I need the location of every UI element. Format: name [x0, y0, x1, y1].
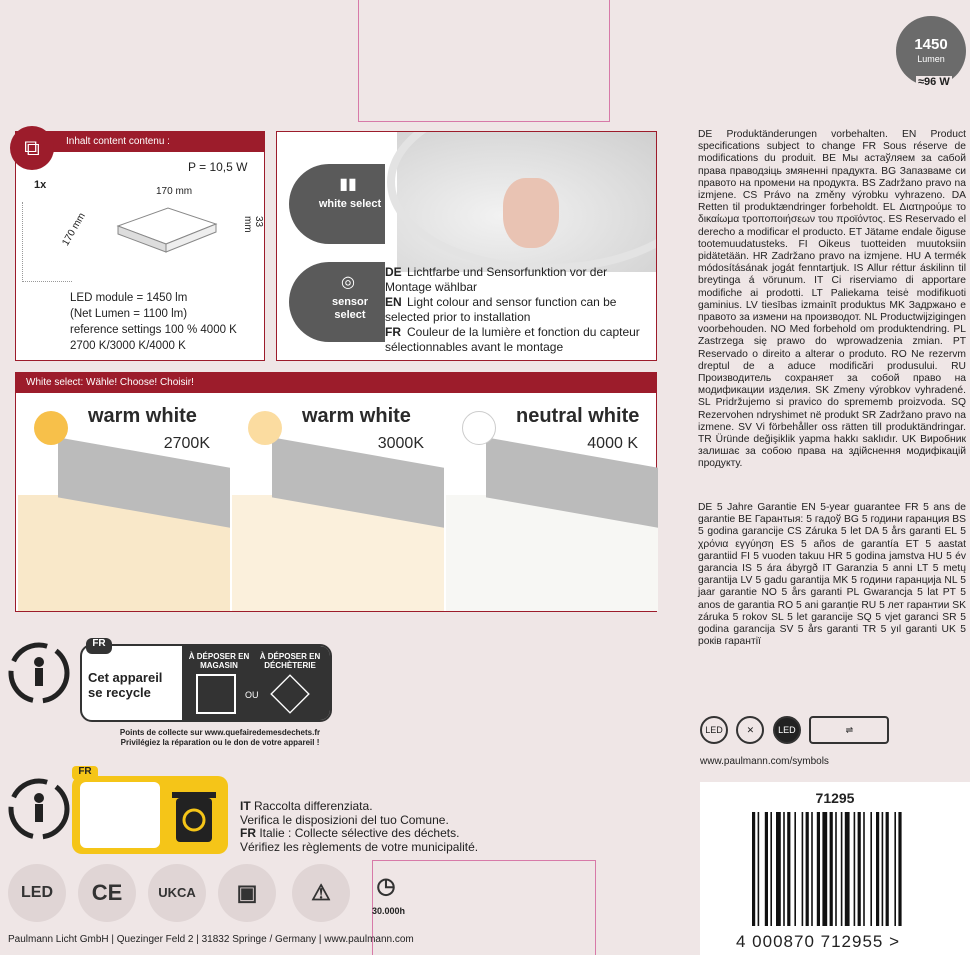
contents-box: [15, 131, 265, 361]
no-replace-icon: ✕: [736, 716, 764, 744]
color-toggle-icon: ▮▮: [339, 176, 357, 193]
color-name: warm white: [88, 405, 197, 427]
barcode-bars: [752, 812, 962, 926]
dimension-depth: 170 mm: [60, 211, 88, 248]
note-line: Privilégiez la réparation ou le don de votre appareil !: [120, 738, 320, 747]
tile-warm-white-2700: [18, 395, 230, 611]
color-name: neutral white: [516, 405, 640, 427]
store-icon: [196, 674, 236, 714]
color-name: warm white: [302, 405, 411, 427]
white-select-header: White select: Wähle! Choose! Choisir!: [16, 373, 656, 393]
spec-line: 2700 K/3000 K/4000 K: [70, 340, 186, 352]
barcode-block: [700, 782, 970, 955]
symbols-url: www.paulmann.com/symbols: [700, 756, 829, 767]
white-select-label: white select: [318, 198, 382, 210]
driver-icon: ⇌: [809, 716, 889, 744]
switch-description: [385, 265, 655, 355]
color-kelvin: 3000K: [377, 435, 424, 452]
triman-icon: [8, 640, 70, 706]
led-icon: LED: [773, 716, 801, 744]
or-label: OU: [245, 690, 259, 700]
cardboard-box-icon: [80, 782, 160, 848]
description-line: DE Lichtfarbe und Sensorfunktion vor der Montage wählbar: [385, 265, 608, 294]
led-icon: LED: [8, 864, 66, 922]
color-dot-icon: [248, 411, 282, 445]
sorting-instructions: [240, 800, 478, 854]
guarantee-text: DE 5 Jahre Garantie EN 5-year guarantee FR 5 ans de garantie BE Гарантыя: 5 гадоў BG 5 години гаранция BS 5 godina garancije CS Záruka 5 let DA 5 års garanti EL 5 χρόνια εγγύηση ES 5 años de garantía ET 5 aastat garantiid FI 5 vuoden takuu HR 5 godina jamstva HU 5 év garancia IS 5 ára ábyrgð IT Garanzia 5 anni LT 5 metų garantija LV 5 gadu garantija MK 5 години гаранција NL 5 jaar garantie NO 5 års garanti PL Gwarancja 5 lat PT 5 anos de garantia RO 5 ani garanție RU 5 лет гарантии SK záruka 5 rokov SL 5 let garancije SQ 5 vjet garanci SR 5 godina garancija SV 5 års garanti TR 5 yıl garanti UK 5 років гарантії: [698, 502, 966, 648]
dieline-guide-top: [358, 0, 610, 122]
clock-icon: ◷: [376, 873, 396, 898]
tile-neutral-white-4000: [446, 395, 658, 611]
instruction-line: Vérifiez les règlements de votre municipalité.: [240, 839, 479, 854]
company-footer: Paulmann Licht GmbH | Quezinger Feld 2 | 31832 Springe / Germany | www.paulmann.com: [8, 934, 414, 945]
switch-photo-panel: [276, 131, 657, 361]
color-dot-icon: [462, 411, 496, 445]
description-line: EN Light colour and sensor function can be selected prior to installation: [385, 295, 617, 324]
furniture-mount-icon: ⚠: [292, 864, 350, 922]
panel-sketch: [108, 196, 218, 266]
spec-line: LED module = 1450 lm: [70, 292, 188, 304]
led-sun-icon: LED: [700, 716, 728, 744]
contents-header: Inhalt content contenu :: [16, 132, 264, 152]
color-dot-icon: [34, 411, 68, 445]
sensor-select-control: [289, 262, 385, 342]
dimension-height: 33 mm: [242, 216, 264, 233]
lifetime-label: 30.000h: [372, 906, 406, 916]
bin-icon: [166, 782, 222, 848]
article-number: 71295: [815, 790, 855, 806]
sensor-icon: ◎: [341, 274, 355, 291]
color-kelvin: 2700K: [163, 435, 210, 452]
recycle-text: Cet appareil se recycle: [88, 670, 163, 700]
triman-icon: [8, 776, 70, 842]
protection-class-icon: ▣: [218, 864, 276, 922]
white-select-control: [289, 164, 385, 244]
color-kelvin: 4000 K: [587, 435, 638, 452]
tile-warm-white-3000: [232, 395, 444, 611]
description-line: FR Couleur de la lumière et fonction du capteur sélectionnables avant le montage: [385, 325, 640, 354]
package-icon: ⧉: [10, 126, 54, 170]
finger-photo: [503, 178, 559, 248]
spec-line: (Net Lumen = 1100 lm): [70, 308, 188, 320]
instruction-line: IT Raccolta differenziata.: [240, 799, 373, 813]
symbol-row: [700, 716, 964, 752]
drop-store-label: À DÉPOSER EN MAGASIN: [188, 652, 250, 670]
note-line: Points de collecte sur www.quefairedemesdechets.fr: [119, 728, 321, 737]
lumen-wattage: ≈96 W: [918, 76, 950, 88]
country-tab: FR: [72, 766, 98, 780]
ean-number: 4 000870 712955 >: [736, 932, 901, 951]
instruction-line: FR Italie : Collecte sélective des déchets.: [240, 826, 460, 840]
quantity: 1x: [34, 179, 47, 191]
lumen-unit: Lumen: [917, 54, 945, 64]
dimension-width: 170 mm: [156, 186, 193, 197]
spec-line: reference settings 100 % 4000 K: [70, 324, 237, 336]
sensor-select-label: sensor select: [331, 296, 369, 321]
collection-note: [100, 728, 340, 748]
lumen-value: 1450: [914, 36, 948, 53]
country-tab: FR: [86, 638, 112, 654]
ukca-mark-icon: UKCA: [148, 864, 206, 922]
disclaimer-text: DE Produktänderungen vorbehalten. EN Product specifications subject to change FR Sous réserve de modifications du produit. BE Мы астаўляем за сабой права праводзіць змяненні прадукта. BG Запазваме си правото на промени на продукта. BS Zadržano pravo na izmjene. CS Právo na změny výrobku vyhrazeno. DA Retten til produktændringer forbeholdt. EL Διατηρούμε το δικαίωμα τροποποιήσεων του προϊόντος. ES Reservado el derecho a modificar el producto. ET Jätame endale õiguse tootemuudatusteks. FI Oikeus tuotteiden muutoksiin pidätetään. HR Zadržano pravo na izmjene. HU A termék módosításának jogát fenntartjuk. IS Allur réttur áskilinn til breytinga á vörunum. IT Ci riserviamo di apportare modifiche ai prodotti. LT Paliekama teisė modifikuoti gaminius. LV tiesības izmainīt produktus MK Задржано е правото за измени на производот. NL Productwijzigingen voorbehouden. NO Med forbehold om produktendring. PL Zastrzega się prawo do wprowadzenia zmian. PT Reservado o direito a alterar o produto. RO Ne rezervm dreptul de a aduce modificări produsului. RU Производитель сохраняет за собой право на модификации изделия. SK Zmeny výrobkov vyhradené. SL Pridržujemo si pravico do sprememb proizvoda. SQ Rezervohen ndryshimet në produkt SR Zadržano pravo na izmene. SV Vi förbehåller oss rätten till produktändringar. TR Üründe değişiklik yapma hakkı saklıdır. UK Виробник залишає за собою права на здійснення модифікацій продукту.: [698, 129, 966, 470]
drop-center-label: À DÉPOSER EN DÉCHÈTERIE: [259, 652, 321, 670]
spec-list: [70, 290, 237, 354]
power-rating: P = 10,5 W: [188, 160, 248, 174]
instruction-line: Verifica le disposizioni del tuo Comune.: [240, 812, 449, 827]
ce-mark-icon: CE: [78, 864, 136, 922]
white-select-panel: [15, 372, 657, 612]
